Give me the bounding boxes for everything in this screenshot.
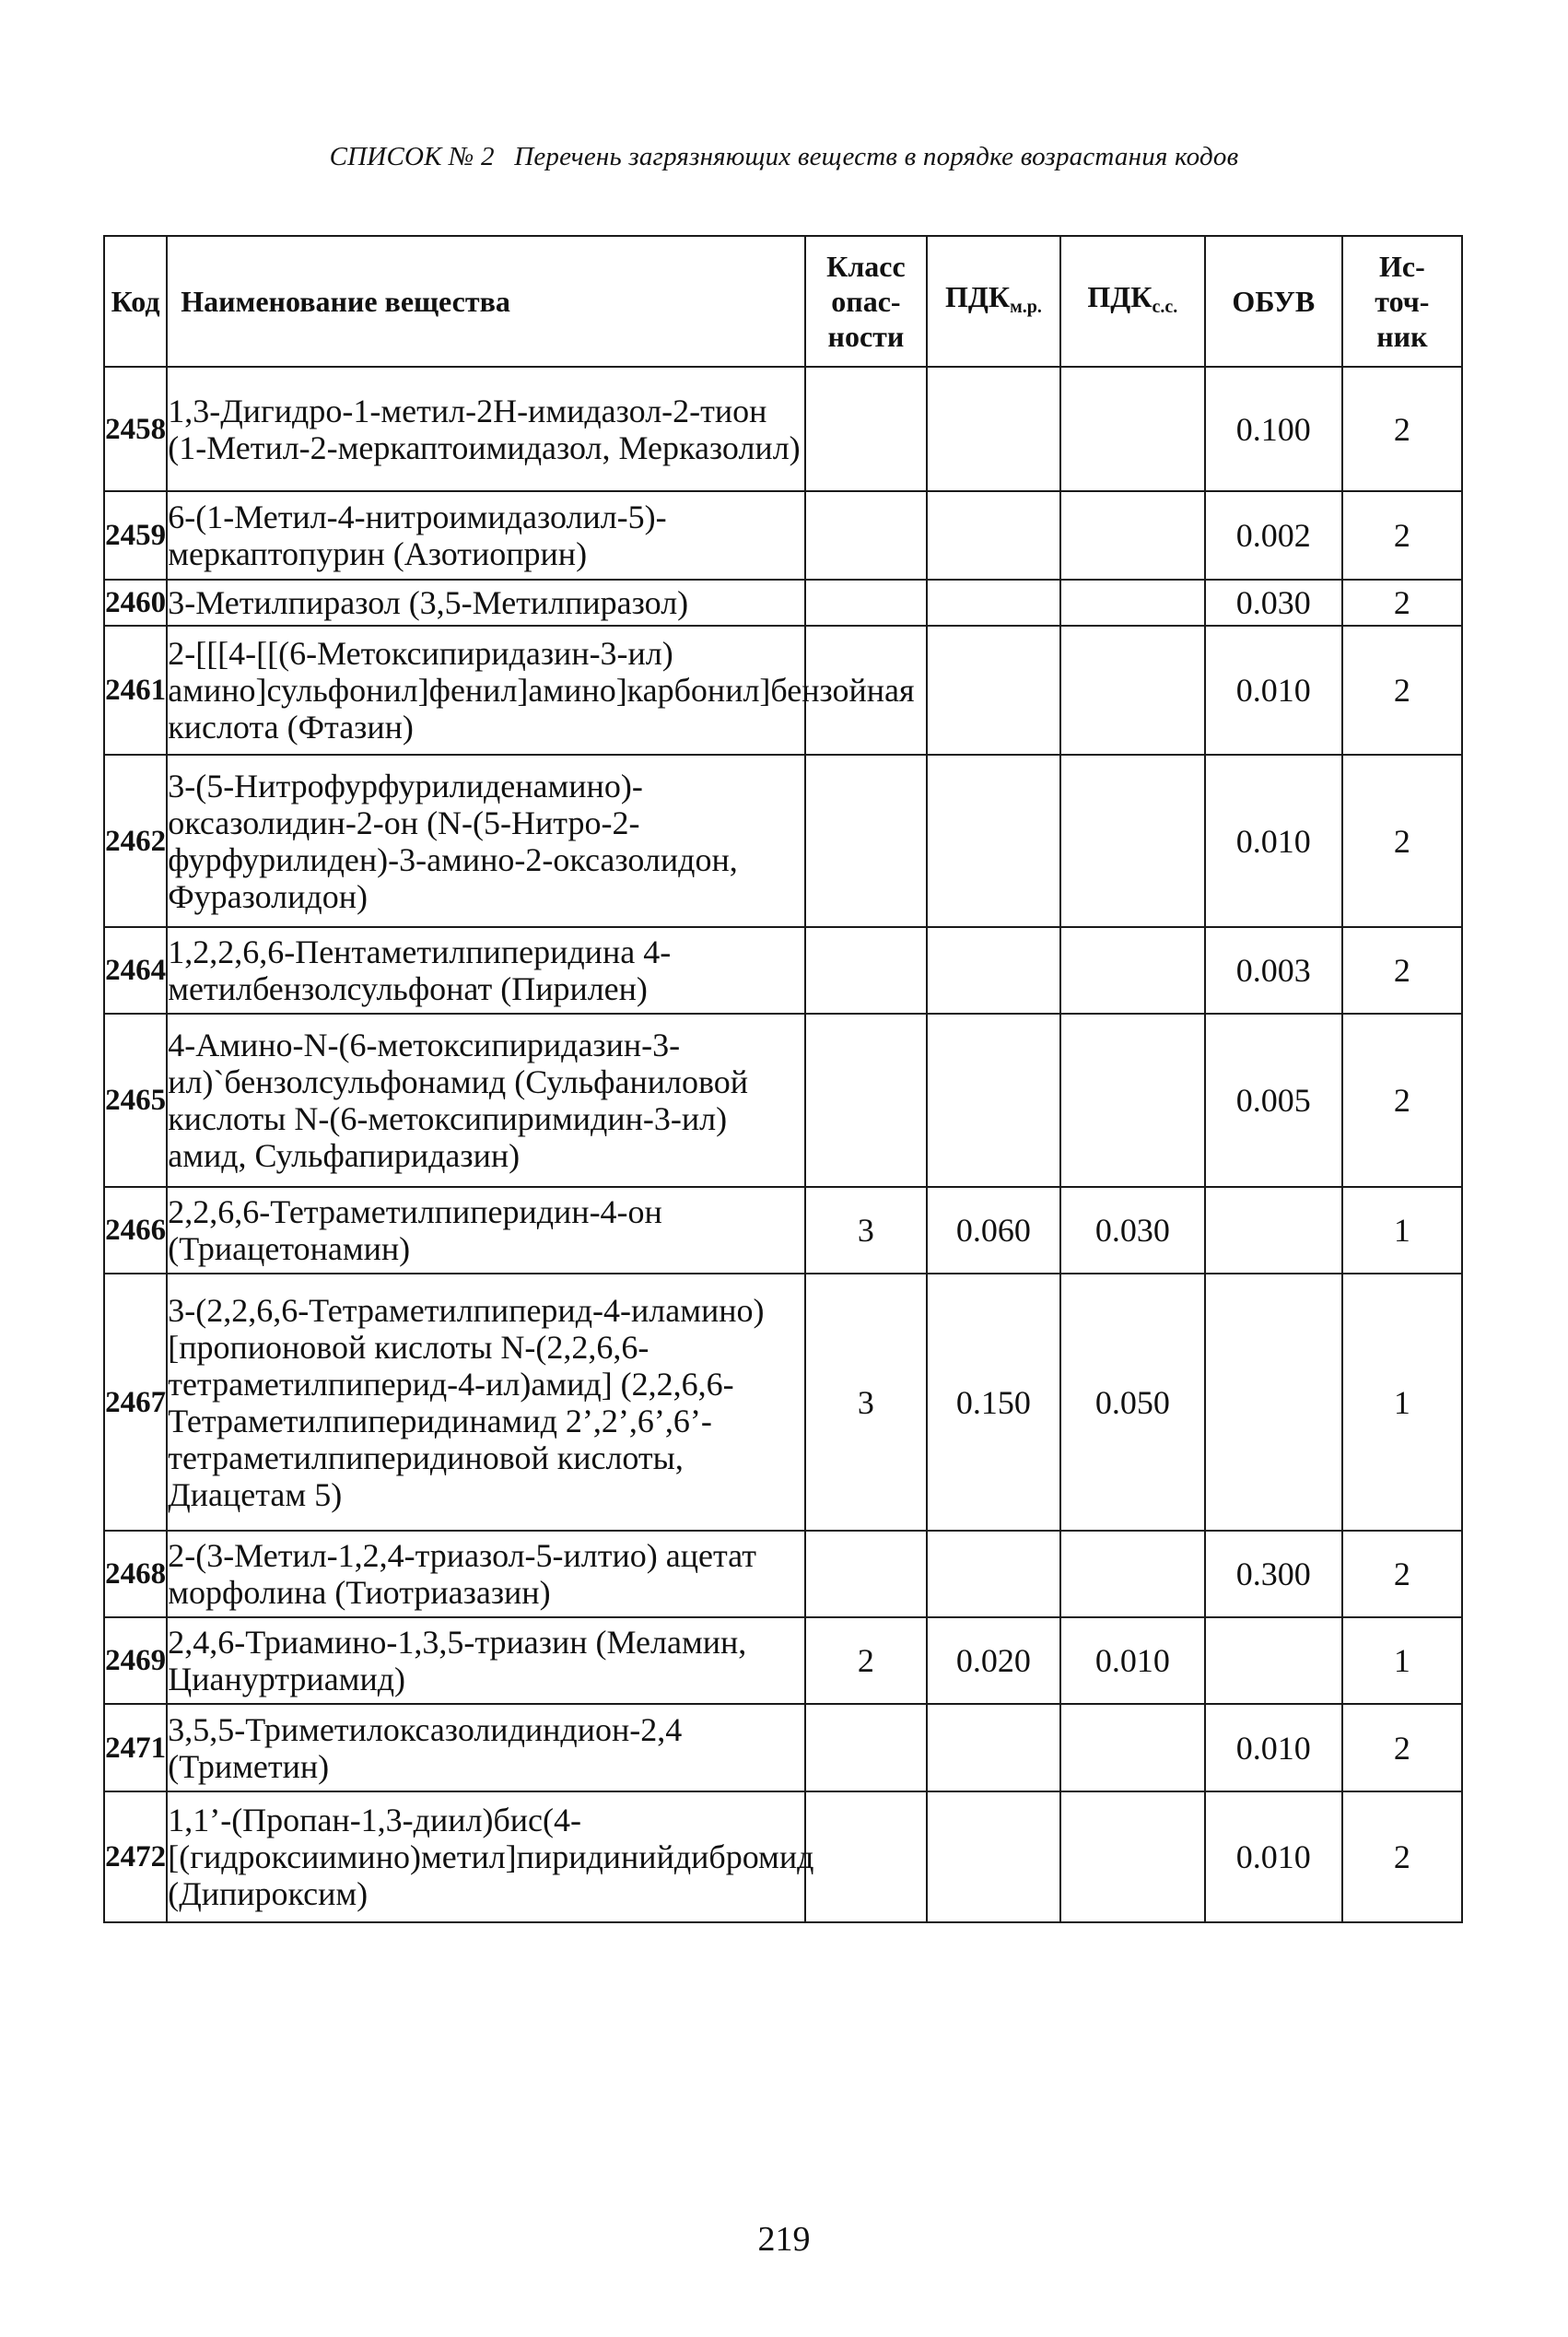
col-header-hazard-class bbox=[805, 236, 927, 367]
col-header-obuv: ОБУВ bbox=[1205, 236, 1342, 367]
table-row bbox=[104, 1274, 1462, 1531]
cell-name: 2-[[[4-[[(6-Метоксипиридазин-3-ил) амино]сульфонил]фенил]амино]карбонил]бензойная кислота (Фтазин) bbox=[167, 626, 805, 755]
cell-obuv: 0.010 bbox=[1205, 1791, 1342, 1922]
cell-source: 2 bbox=[1342, 367, 1462, 491]
col-header-hazard-line3: ности bbox=[827, 320, 905, 353]
cell-code: 2458 bbox=[104, 367, 167, 491]
cell-pdk-ss bbox=[1060, 927, 1205, 1014]
cell-obuv bbox=[1205, 1187, 1342, 1274]
col-header-source-line3: ник bbox=[1376, 320, 1428, 353]
cell-pdk-ss bbox=[1060, 1704, 1205, 1791]
col-header-name: Наименование вещества bbox=[167, 236, 805, 367]
page-number: 219 bbox=[757, 2220, 811, 2259]
cell-source: 1 bbox=[1342, 1617, 1462, 1704]
cell-obuv: 0.002 bbox=[1205, 491, 1342, 580]
cell-code: 2460 bbox=[104, 580, 167, 626]
cell-pdk-mr bbox=[927, 1704, 1060, 1791]
cell-obuv: 0.300 bbox=[1205, 1531, 1342, 1617]
cell-pdk-mr bbox=[927, 927, 1060, 1014]
col-header-hazard-line1: Класс bbox=[826, 250, 906, 283]
cell-code: 2471 bbox=[104, 1704, 167, 1791]
cell-pdk-mr: 0.060 bbox=[927, 1187, 1060, 1274]
cell-pdk-ss: 0.010 bbox=[1060, 1617, 1205, 1704]
cell-obuv: 0.010 bbox=[1205, 755, 1342, 927]
table-row bbox=[104, 1791, 1462, 1922]
cell-name: 2,4,6-Триамино-1,3,5-триазин (Меламин, Циануртриамид) bbox=[167, 1617, 805, 1704]
cell-pdk-ss bbox=[1060, 580, 1205, 626]
cell-code: 2461 bbox=[104, 626, 167, 755]
cell-pdk-ss bbox=[1060, 1014, 1205, 1187]
substances-table bbox=[103, 235, 1463, 1923]
cell-name: 1,3-Дигидро-1-метил-2Н-имидазол-2-тион (1-Метил-2-меркаптоимидазол, Мерказолил) bbox=[167, 367, 805, 491]
col-header-pdk-ss-base: ПДК bbox=[1087, 279, 1153, 313]
cell-obuv: 0.005 bbox=[1205, 1014, 1342, 1187]
cell-pdk-mr bbox=[927, 580, 1060, 626]
table-row bbox=[104, 755, 1462, 927]
cell-name: 4-Амино-N-(6-метоксипиридазин-3-ил)`бензолсульфонамид (Сульфаниловой кислоты N-(6-метоксипиримидин-3-ил) амид, Сульфапиридазин) bbox=[167, 1014, 805, 1187]
cell-hazard: 3 bbox=[805, 1274, 927, 1531]
table-row bbox=[104, 1704, 1462, 1791]
cell-pdk-mr: 0.020 bbox=[927, 1617, 1060, 1704]
col-header-source-line2: точ- bbox=[1375, 285, 1430, 318]
cell-name: 6-(1-Метил-4-нитроимидазолил-5)-меркаптопурин (Азотиоприн) bbox=[167, 491, 805, 580]
col-header-pdk-mr-sub: м.р. bbox=[1010, 296, 1042, 317]
cell-hazard bbox=[805, 1704, 927, 1791]
cell-source: 2 bbox=[1342, 580, 1462, 626]
cell-obuv bbox=[1205, 1617, 1342, 1704]
list-title: СПИСОК № 2 bbox=[329, 142, 495, 171]
cell-pdk-mr bbox=[927, 626, 1060, 755]
list-subtitle: Перечень загрязняющих веществ в порядке возрастания кодов bbox=[514, 142, 1239, 171]
table-row bbox=[104, 367, 1462, 491]
cell-source: 2 bbox=[1342, 491, 1462, 580]
cell-source: 2 bbox=[1342, 927, 1462, 1014]
cell-hazard bbox=[805, 1014, 927, 1187]
cell-pdk-ss bbox=[1060, 367, 1205, 491]
cell-code: 2466 bbox=[104, 1187, 167, 1274]
cell-name: 1,1’-(Пропан-1,3-диил)бис(4-[(гидроксиимино)метил]пиридинийдибромид (Дипироксим) bbox=[167, 1791, 805, 1922]
cell-pdk-mr bbox=[927, 1014, 1060, 1187]
col-header-hazard-line2: опас- bbox=[831, 285, 901, 318]
table-row bbox=[104, 1014, 1462, 1187]
cell-pdk-ss: 0.050 bbox=[1060, 1274, 1205, 1531]
cell-code: 2472 bbox=[104, 1791, 167, 1922]
cell-obuv: 0.003 bbox=[1205, 927, 1342, 1014]
col-header-source bbox=[1342, 236, 1462, 367]
cell-pdk-mr bbox=[927, 755, 1060, 927]
table-row bbox=[104, 626, 1462, 755]
cell-hazard bbox=[805, 755, 927, 927]
header-row bbox=[104, 236, 1462, 367]
col-header-pdk-ss-sub: с.с. bbox=[1152, 296, 1178, 317]
cell-code: 2459 bbox=[104, 491, 167, 580]
cell-pdk-ss bbox=[1060, 1531, 1205, 1617]
cell-name: 3-(5-Нитрофурфурилиденамино)-оксазолидин-2-он (N-(5-Нитро-2-фурфурилиден)-3-амино-2-оксазолидон, Фуразолидон) bbox=[167, 755, 805, 927]
cell-name: 3-(2,2,6,6-Тетраметилпиперид-4-иламино) [пропионовой кислоты N-(2,2,6,6-тетраметилпиперид-4-ил)амид] (2,2,6,6-Тетраметилпиперидинамид 2’,2’,6’,6’-тетраметилпиперидиновой кислоты, Диацетам 5) bbox=[167, 1274, 805, 1531]
cell-name: 3-Метилпиразол (3,5-Метилпиразол) bbox=[167, 580, 805, 626]
cell-hazard: 2 bbox=[805, 1617, 927, 1704]
cell-source: 2 bbox=[1342, 755, 1462, 927]
cell-pdk-ss bbox=[1060, 626, 1205, 755]
col-header-pdk-mr-base: ПДК bbox=[944, 279, 1011, 313]
cell-source: 1 bbox=[1342, 1187, 1462, 1274]
cell-obuv: 0.010 bbox=[1205, 626, 1342, 755]
cell-source: 2 bbox=[1342, 1531, 1462, 1617]
cell-hazard bbox=[805, 927, 927, 1014]
cell-pdk-mr bbox=[927, 1791, 1060, 1922]
cell-name: 1,2,2,6,6-Пентаметилпиперидина 4-метилбензолсульфонат (Пирилен) bbox=[167, 927, 805, 1014]
col-header-pdk-mr bbox=[927, 236, 1060, 367]
cell-code: 2467 bbox=[104, 1274, 167, 1531]
col-header-code: Код bbox=[104, 236, 167, 367]
cell-code: 2464 bbox=[104, 927, 167, 1014]
cell-hazard bbox=[805, 1791, 927, 1922]
cell-source: 2 bbox=[1342, 626, 1462, 755]
cell-pdk-ss bbox=[1060, 1791, 1205, 1922]
cell-obuv bbox=[1205, 1274, 1342, 1531]
cell-code: 2468 bbox=[104, 1531, 167, 1617]
cell-obuv: 0.010 bbox=[1205, 1704, 1342, 1791]
cell-source: 2 bbox=[1342, 1704, 1462, 1791]
col-header-pdk-ss bbox=[1060, 236, 1205, 367]
cell-pdk-ss: 0.030 bbox=[1060, 1187, 1205, 1274]
cell-pdk-mr: 0.150 bbox=[927, 1274, 1060, 1531]
cell-obuv: 0.100 bbox=[1205, 367, 1342, 491]
cell-name: 3,5,5-Триметилоксазолидиндион-2,4 (Триметин) bbox=[167, 1704, 805, 1791]
cell-pdk-ss bbox=[1060, 491, 1205, 580]
table-row bbox=[104, 1617, 1462, 1704]
cell-code: 2465 bbox=[104, 1014, 167, 1187]
cell-pdk-ss bbox=[1060, 755, 1205, 927]
cell-code: 2462 bbox=[104, 755, 167, 927]
page-caption bbox=[0, 142, 1568, 172]
table-row bbox=[104, 1187, 1462, 1274]
cell-source: 1 bbox=[1342, 1274, 1462, 1531]
cell-code: 2469 bbox=[104, 1617, 167, 1704]
cell-obuv: 0.030 bbox=[1205, 580, 1342, 626]
cell-pdk-mr bbox=[927, 491, 1060, 580]
cell-hazard: 3 bbox=[805, 1187, 927, 1274]
cell-hazard bbox=[805, 580, 927, 626]
cell-pdk-mr bbox=[927, 367, 1060, 491]
cell-source: 2 bbox=[1342, 1014, 1462, 1187]
cell-hazard bbox=[805, 367, 927, 491]
table-row bbox=[104, 491, 1462, 580]
col-header-source-line1: Ис- bbox=[1378, 250, 1425, 283]
cell-pdk-mr bbox=[927, 1531, 1060, 1617]
table-row bbox=[104, 1531, 1462, 1617]
cell-name: 2,2,6,6-Тетраметилпиперидин-4-он (Триацетонамин) bbox=[167, 1187, 805, 1274]
cell-source: 2 bbox=[1342, 1791, 1462, 1922]
cell-name: 2-(3-Метил-1,2,4-триазол-5-илтио) ацетат морфолина (Тиотриазазин) bbox=[167, 1531, 805, 1617]
table-row bbox=[104, 580, 1462, 626]
table-row bbox=[104, 927, 1462, 1014]
cell-hazard bbox=[805, 491, 927, 580]
cell-hazard bbox=[805, 1531, 927, 1617]
